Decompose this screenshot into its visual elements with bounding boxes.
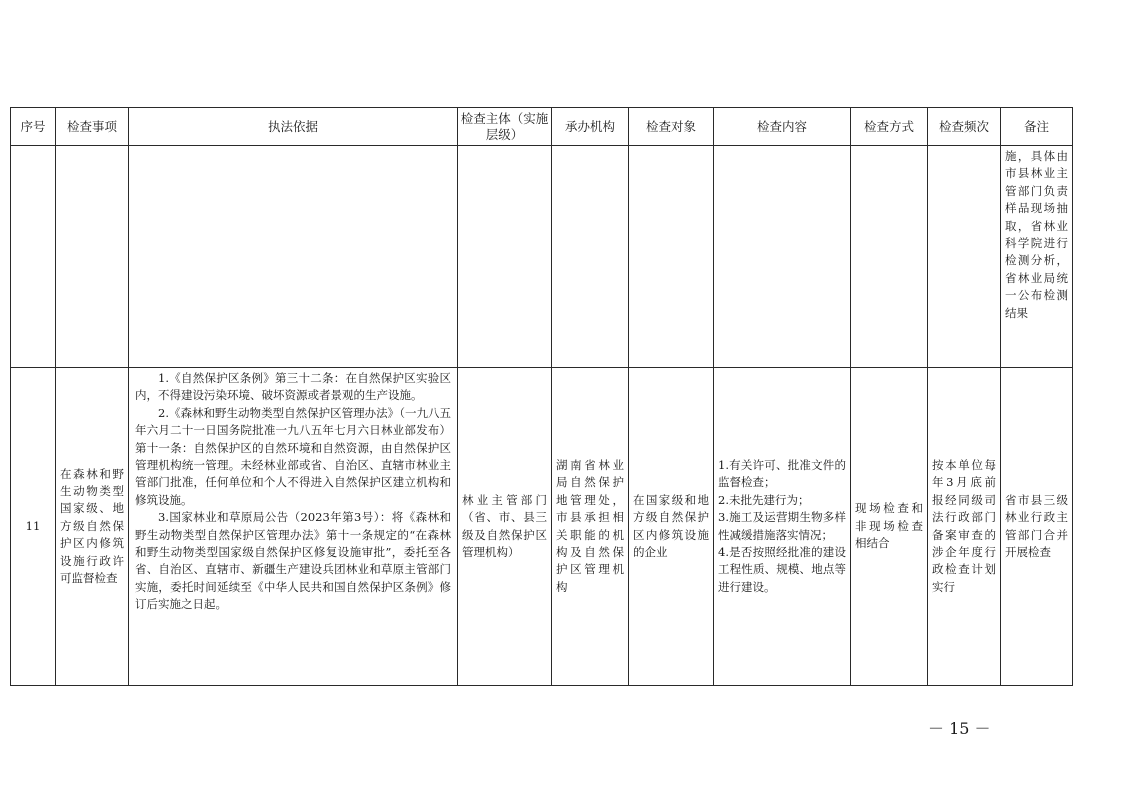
header-no: 序号 xyxy=(11,108,56,146)
legal-basis-3: 3.国家林业和草原局公告（2023年第3号）：将《森林和野生动物类型自然保护区管理办法》第十一条规定的“在森林和野生动物类型国家级自然保护区修复设施审批”，委托至各省、自治区、直辖市、新疆生产建设兵团林业和草原主管部门实施，委托时间延续至《中华人民共和国自然保护区条例》修订后实施之日起。 xyxy=(135,510,451,612)
header-remark: 备注 xyxy=(1001,108,1073,146)
content-item-1: 1.有关许可、批准文件的监督检查； xyxy=(718,457,846,490)
header-content: 检查内容 xyxy=(714,108,851,146)
remark-continuation: 施，具体由市县林业主管部门负责样品现场抽取，省林业科学院进行检测分析，省林业局统一公布检测结果 xyxy=(1001,146,1073,368)
inspection-target: 在国家级和地方级自然保护区内修筑设施的企业 xyxy=(629,368,714,686)
table-row-11 xyxy=(11,368,1073,686)
header-row xyxy=(11,108,1073,146)
page-number: － 15 － xyxy=(928,719,991,738)
inspection-content xyxy=(714,368,851,686)
content-item-4: 4.是否按照经批准的建设工程性质、规模、地点等进行建设。 xyxy=(718,544,846,594)
header-item: 检查事项 xyxy=(56,108,129,146)
handling-agency: 湖南省林业局自然保护地管理处，市县承担相关职能的机构及自然保护区管理机构 xyxy=(552,368,629,686)
table-row-continuation xyxy=(11,146,1073,368)
inspection-method: 现场检查和非现场检查相结合 xyxy=(851,368,928,686)
content-item-3: 3.施工及运营期生物多样性减缓措施落实情况； xyxy=(718,510,846,542)
header-agency: 承办机构 xyxy=(552,108,629,146)
inspection-frequency: 按本单位每年3月底前报经同级司法行政部门备案审查的涉企年度行政检查计划实行 xyxy=(928,368,1001,686)
inspection-table xyxy=(10,107,1073,686)
inspection-item: 在森林和野生动物类型国家级、地方级自然保护区内修筑设施行政许可监督检查 xyxy=(56,368,129,686)
header-basis: 执法依据 xyxy=(129,108,458,146)
header-frequency: 检查频次 xyxy=(928,108,1001,146)
header-target: 检查对象 xyxy=(629,108,714,146)
content-item-2: 2.未批先建行为； xyxy=(718,492,810,507)
inspection-subject: 林业主管部门（省、市、县三级及自然保护区管理机构） xyxy=(458,368,552,686)
remark: 省市县三级林业行政主管部门合并开展检查 xyxy=(1001,368,1073,686)
legal-basis xyxy=(129,368,458,686)
legal-basis-1: 1.《自然保护区条例》第三十二条：在自然保护区实验区内，不得建设污染环境、破坏资源或者景观的生产设施。 xyxy=(135,371,451,403)
legal-basis-2: 2.《森林和野生动物类型自然保护区管理办法》（一九八五年六月二十一日国务院批准一九八五年七月六日林业部发布）第十一条：自然保护区的自然环境和自然资源，由自然保护区管理机构统一管理。未经林业部或省、自治区、直辖市林业主管部门批准，任何单位和个人不得进入自然保护区建立机构和修筑设施。 xyxy=(135,405,451,507)
header-subject: 检查主体（实施层级） xyxy=(458,108,552,146)
header-method: 检查方式 xyxy=(851,108,928,146)
row-number: 11 xyxy=(11,368,56,686)
